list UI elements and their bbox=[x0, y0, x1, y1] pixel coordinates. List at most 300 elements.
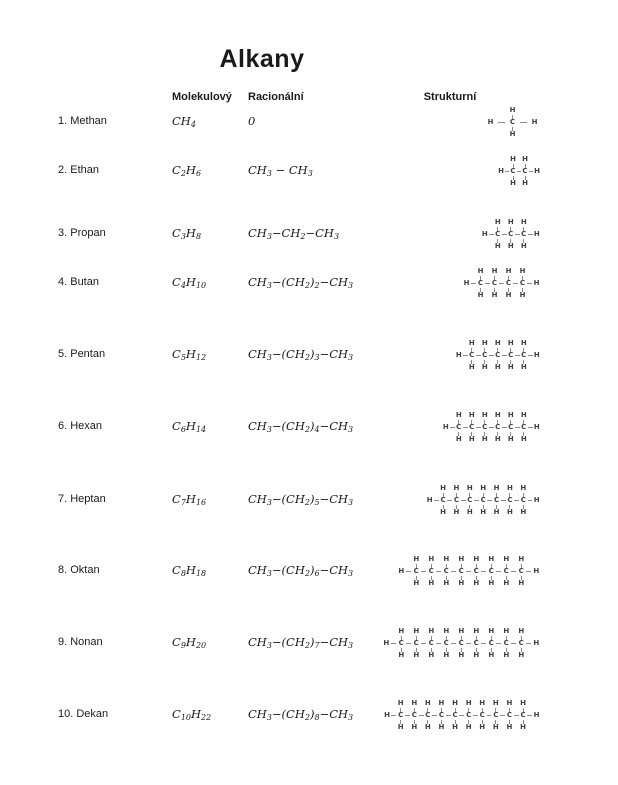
hydrogen-atom: H bbox=[520, 411, 527, 419]
spacer bbox=[486, 700, 493, 707]
molecular-formula: $C_3H_8$ bbox=[172, 226, 202, 241]
carbon-atom: C bbox=[398, 639, 404, 647]
carbon-atom: C bbox=[503, 639, 509, 647]
single-bond bbox=[526, 712, 533, 719]
table-header-row bbox=[0, 91, 618, 103]
single-bond bbox=[513, 497, 520, 504]
hydrogen-atom: H bbox=[480, 508, 487, 516]
hydrogen-atom: H bbox=[458, 555, 465, 563]
hydrogen-atom: H bbox=[428, 555, 435, 563]
spacer bbox=[527, 485, 534, 492]
spacer bbox=[458, 700, 465, 707]
single-bond bbox=[460, 497, 467, 504]
hydrogen-atom: H bbox=[505, 267, 512, 275]
structural-formula bbox=[360, 267, 540, 299]
molecular-formula: $C_7H_{16}$ bbox=[172, 492, 207, 507]
hydrogen-atom: H bbox=[426, 496, 433, 504]
spacer bbox=[473, 485, 480, 492]
spacer bbox=[533, 724, 540, 731]
carbon-atom: C bbox=[473, 567, 479, 575]
alkane-table bbox=[0, 106, 618, 777]
structure-diagram bbox=[383, 628, 541, 659]
spacer bbox=[484, 268, 491, 275]
carbon-atom: C bbox=[508, 351, 514, 359]
spacer bbox=[383, 628, 391, 635]
single-bond bbox=[435, 640, 443, 647]
hydrogen-atom: H bbox=[518, 555, 525, 563]
single-bond bbox=[513, 712, 520, 719]
molecular-formula: $C_5H_{12}$ bbox=[172, 347, 207, 362]
single-bond bbox=[525, 640, 533, 647]
hydrogen-atom: H bbox=[397, 699, 404, 707]
rational-formula: $CH_3-(CH_2)_7-CH_3$ bbox=[248, 635, 354, 650]
spacer bbox=[431, 700, 438, 707]
carbon-atom: C bbox=[508, 230, 514, 238]
single-bond bbox=[435, 568, 443, 575]
carbon-atom: C bbox=[495, 423, 501, 431]
hydrogen-atom: H bbox=[413, 627, 420, 635]
hydrogen-atom: H bbox=[443, 555, 450, 563]
hydrogen-atom: H bbox=[428, 651, 435, 659]
carbon-atom: C bbox=[503, 567, 509, 575]
carbon-atom: C bbox=[480, 496, 486, 504]
hydrogen-atom: H bbox=[458, 651, 465, 659]
spacer bbox=[435, 652, 443, 659]
single-bond bbox=[446, 497, 453, 504]
spacer bbox=[460, 509, 467, 516]
carbon-atom: C bbox=[413, 567, 419, 575]
carbon-atom: C bbox=[508, 423, 514, 431]
spacer bbox=[472, 700, 479, 707]
single-bond bbox=[500, 497, 507, 504]
spacer bbox=[534, 156, 540, 163]
hydrogen-atom: H bbox=[533, 279, 540, 287]
hydrogen-atom: H bbox=[398, 627, 405, 635]
spacer bbox=[390, 724, 397, 731]
spacer bbox=[533, 700, 540, 707]
hydrogen-atom: H bbox=[473, 579, 480, 587]
carbon-atom: C bbox=[469, 351, 475, 359]
hydrogen-atom: H bbox=[424, 699, 431, 707]
hydrogen-atom: H bbox=[477, 291, 484, 299]
spacer bbox=[534, 364, 541, 371]
hydrogen-atom: H bbox=[533, 230, 540, 238]
spacer bbox=[480, 652, 488, 659]
carbon-atom: C bbox=[413, 639, 419, 647]
hydrogen-atom: H bbox=[487, 118, 494, 126]
hydrogen-atom: H bbox=[491, 267, 498, 275]
spacer bbox=[398, 556, 406, 563]
hydrogen-atom: H bbox=[384, 711, 390, 719]
spacer bbox=[480, 628, 488, 635]
spacer bbox=[500, 509, 507, 516]
single-bond bbox=[510, 568, 518, 575]
hydrogen-atom: H bbox=[443, 627, 450, 635]
spacer bbox=[405, 628, 413, 635]
hydrogen-atom: H bbox=[493, 508, 500, 516]
hydrogen-atom: H bbox=[453, 508, 460, 516]
table-row bbox=[0, 218, 618, 272]
spacer bbox=[420, 556, 428, 563]
hydrogen-atom: H bbox=[520, 435, 527, 443]
carbon-atom: C bbox=[428, 639, 434, 647]
spacer bbox=[465, 580, 473, 587]
hydrogen-atom: H bbox=[507, 218, 514, 226]
hydrogen-atom: H bbox=[492, 699, 499, 707]
spacer bbox=[383, 652, 391, 659]
spacer bbox=[433, 509, 440, 516]
single-bond bbox=[473, 497, 480, 504]
hydrogen-atom: H bbox=[519, 267, 526, 275]
spacer bbox=[527, 509, 534, 516]
spacer bbox=[533, 485, 540, 492]
table-row bbox=[0, 484, 618, 560]
carbon-atom: C bbox=[495, 230, 501, 238]
alkane-name: 5. Pentan bbox=[58, 348, 106, 360]
spacer bbox=[512, 292, 519, 299]
spacer bbox=[518, 107, 529, 114]
spacer bbox=[431, 724, 438, 731]
header-rational: Racionální bbox=[248, 91, 304, 103]
carbon-atom: C bbox=[482, 351, 488, 359]
hydrogen-atom: H bbox=[533, 711, 540, 719]
hydrogen-atom: H bbox=[452, 723, 458, 731]
carbon-atom: C bbox=[521, 423, 527, 431]
spacer bbox=[499, 724, 506, 731]
spacer bbox=[450, 556, 458, 563]
single-bond bbox=[495, 640, 503, 647]
spacer bbox=[487, 485, 494, 492]
structure-diagram bbox=[384, 700, 540, 731]
hydrogen-atom: H bbox=[479, 699, 486, 707]
hydrogen-atom: H bbox=[411, 699, 418, 707]
carbon-atom: C bbox=[518, 639, 524, 647]
hydrogen-atom: H bbox=[465, 723, 472, 731]
carbon-atom: C bbox=[495, 351, 501, 359]
carbon-atom: C bbox=[453, 496, 459, 504]
spacer bbox=[435, 580, 443, 587]
spacer bbox=[526, 292, 533, 299]
hydrogen-atom: H bbox=[531, 118, 538, 126]
hydrogen-atom: H bbox=[443, 579, 450, 587]
hydrogen-atom: H bbox=[455, 435, 462, 443]
hydrogen-atom: H bbox=[494, 339, 501, 347]
hydrogen-atom: H bbox=[507, 411, 514, 419]
single-bond bbox=[472, 712, 479, 719]
table-row bbox=[0, 411, 618, 489]
spacer bbox=[465, 556, 473, 563]
hydrogen-atom: H bbox=[507, 242, 514, 250]
hydrogen-atom: H bbox=[488, 651, 495, 659]
hydrogen-atom: H bbox=[383, 639, 390, 647]
spacer bbox=[445, 700, 452, 707]
rational-formula: $CH_3-(CH_2)_8-CH_3$ bbox=[248, 707, 354, 722]
carbon-atom: C bbox=[493, 711, 499, 719]
hydrogen-atom: H bbox=[492, 723, 499, 731]
single-bond bbox=[518, 119, 529, 126]
spacer bbox=[510, 628, 518, 635]
hydrogen-atom: H bbox=[481, 230, 488, 238]
spacer bbox=[405, 580, 413, 587]
spacer bbox=[534, 412, 541, 419]
hydrogen-atom: H bbox=[458, 627, 465, 635]
molecular-formula: $C_4H_{10}$ bbox=[172, 275, 207, 290]
header-molecular: Molekulový bbox=[172, 91, 232, 103]
hydrogen-atom: H bbox=[468, 435, 475, 443]
hydrogen-atom: H bbox=[498, 167, 504, 175]
single-bond bbox=[404, 712, 411, 719]
carbon-atom: C bbox=[520, 496, 526, 504]
spacer bbox=[463, 268, 470, 275]
structural-formula bbox=[360, 155, 540, 187]
hydrogen-atom: H bbox=[465, 699, 472, 707]
hydrogen-atom: H bbox=[455, 411, 462, 419]
spacer bbox=[533, 268, 540, 275]
spacer bbox=[495, 628, 503, 635]
single-bond bbox=[465, 640, 473, 647]
spacer bbox=[533, 556, 541, 563]
hydrogen-atom: H bbox=[507, 435, 514, 443]
rational-formula: $CH_3-(CH_2)_6-CH_3$ bbox=[248, 563, 354, 578]
structure-diagram bbox=[398, 556, 541, 587]
spacer bbox=[510, 652, 518, 659]
spacer bbox=[529, 131, 540, 138]
spacer bbox=[404, 724, 411, 731]
structure-diagram bbox=[426, 485, 540, 516]
hydrogen-atom: H bbox=[473, 627, 480, 635]
hydrogen-atom: H bbox=[463, 279, 470, 287]
hydrogen-atom: H bbox=[458, 579, 465, 587]
structural-formula bbox=[360, 411, 540, 443]
single-bond bbox=[512, 280, 519, 287]
rational-formula: $CH_3-(CH_2)_5-CH_3$ bbox=[248, 492, 354, 507]
carbon-atom: C bbox=[491, 279, 498, 287]
single-bond bbox=[445, 712, 452, 719]
hydrogen-atom: H bbox=[466, 508, 473, 516]
hydrogen-atom: H bbox=[520, 508, 527, 516]
hydrogen-atom: H bbox=[518, 627, 525, 635]
hydrogen-atom: H bbox=[534, 167, 540, 175]
hydrogen-atom: H bbox=[442, 423, 449, 431]
spacer bbox=[496, 131, 507, 138]
alkane-name: 8. Oktan bbox=[58, 564, 100, 576]
carbon-atom: C bbox=[467, 496, 473, 504]
spacer bbox=[450, 580, 458, 587]
spacer bbox=[513, 724, 520, 731]
hydrogen-atom: H bbox=[520, 723, 526, 731]
hydrogen-atom: H bbox=[510, 179, 516, 187]
hydrogen-atom: H bbox=[522, 179, 528, 187]
carbon-atom: C bbox=[469, 423, 475, 431]
carbon-atom: C bbox=[520, 711, 526, 719]
carbon-atom: C bbox=[458, 639, 464, 647]
rational-formula: $CH_3-(CH_2)_2-CH_3$ bbox=[248, 275, 354, 290]
hydrogen-atom: H bbox=[503, 579, 510, 587]
spacer bbox=[445, 724, 452, 731]
single-bond bbox=[405, 640, 413, 647]
spacer bbox=[534, 180, 540, 187]
hydrogen-atom: H bbox=[413, 651, 420, 659]
hydrogen-atom: H bbox=[506, 699, 513, 707]
spacer bbox=[418, 700, 425, 707]
single-bond bbox=[480, 568, 488, 575]
hydrogen-atom: H bbox=[488, 627, 495, 635]
carbon-atom: C bbox=[398, 711, 404, 719]
carbon-atom: C bbox=[505, 279, 512, 287]
single-bond bbox=[420, 568, 428, 575]
alkane-name: 9. Nonan bbox=[58, 636, 103, 648]
spacer bbox=[485, 131, 496, 138]
carbon-atom: C bbox=[507, 496, 513, 504]
hydrogen-atom: H bbox=[494, 242, 501, 250]
hydrogen-atom: H bbox=[503, 651, 510, 659]
spacer bbox=[480, 580, 488, 587]
carbon-atom: C bbox=[510, 167, 516, 175]
table-row bbox=[0, 555, 618, 632]
spacer bbox=[435, 556, 443, 563]
single-bond bbox=[496, 119, 507, 126]
spacer bbox=[420, 652, 428, 659]
structural-formula bbox=[360, 484, 540, 516]
single-bond bbox=[450, 568, 458, 575]
spacer bbox=[510, 556, 518, 563]
single-bond bbox=[418, 712, 425, 719]
spacer bbox=[458, 724, 465, 731]
hydrogen-atom: H bbox=[503, 627, 510, 635]
hydrogen-atom: H bbox=[520, 242, 527, 250]
alkane-name: 4. Butan bbox=[58, 276, 99, 288]
spacer bbox=[433, 485, 440, 492]
hydrogen-atom: H bbox=[413, 555, 420, 563]
single-bond bbox=[458, 712, 465, 719]
single-bond bbox=[480, 640, 488, 647]
hydrogen-atom: H bbox=[510, 155, 516, 163]
hydrogen-atom: H bbox=[488, 555, 495, 563]
spacer bbox=[484, 292, 491, 299]
hydrogen-atom: H bbox=[520, 218, 527, 226]
spacer bbox=[533, 292, 540, 299]
spacer bbox=[533, 580, 541, 587]
rational-formula: $CH_3-CH_2-CH_3$ bbox=[248, 226, 340, 241]
spacer bbox=[487, 509, 494, 516]
single-bond bbox=[470, 280, 477, 287]
spacer bbox=[470, 268, 477, 275]
single-bond bbox=[495, 568, 503, 575]
hydrogen-atom: H bbox=[494, 218, 501, 226]
hydrogen-atom: H bbox=[398, 651, 405, 659]
single-bond bbox=[510, 640, 518, 647]
spacer bbox=[525, 652, 533, 659]
molecular-formula: $CH_4$ bbox=[172, 114, 196, 129]
rational-formula: $CH_3-(CH_2)_4-CH_3$ bbox=[248, 419, 354, 434]
spacer bbox=[390, 628, 398, 635]
hydrogen-atom: H bbox=[452, 699, 458, 707]
carbon-atom: C bbox=[473, 639, 479, 647]
hydrogen-atom: H bbox=[440, 484, 446, 492]
hydrogen-atom: H bbox=[479, 723, 486, 731]
structure-diagram bbox=[485, 107, 540, 138]
single-bond bbox=[405, 568, 413, 575]
header-structural: Strukturní bbox=[423, 91, 477, 103]
spacer bbox=[533, 652, 541, 659]
spacer bbox=[472, 724, 479, 731]
carbon-atom: C bbox=[440, 496, 446, 504]
spacer bbox=[465, 652, 473, 659]
spacer bbox=[390, 652, 398, 659]
spacer bbox=[420, 580, 428, 587]
spacer bbox=[446, 509, 453, 516]
molecular-formula: $C_8H_{18}$ bbox=[172, 563, 207, 578]
hydrogen-atom: H bbox=[509, 106, 516, 114]
spacer bbox=[426, 509, 433, 516]
spacer bbox=[529, 107, 540, 114]
single-bond bbox=[390, 640, 398, 647]
hydrogen-atom: H bbox=[397, 723, 404, 731]
alkane-name: 7. Heptan bbox=[58, 493, 106, 505]
spacer bbox=[533, 628, 541, 635]
spacer bbox=[495, 580, 503, 587]
hydrogen-atom: H bbox=[480, 484, 487, 492]
hydrogen-atom: H bbox=[438, 723, 445, 731]
single-bond bbox=[420, 640, 428, 647]
molecular-formula: $C_6H_{14}$ bbox=[172, 419, 207, 434]
spacer bbox=[384, 700, 391, 707]
rational-formula: $CH_3-(CH_2)_3-CH_3$ bbox=[248, 347, 354, 362]
carbon-atom: C bbox=[428, 567, 434, 575]
hydrogen-atom: H bbox=[413, 579, 420, 587]
carbon-atom: C bbox=[458, 567, 464, 575]
spacer bbox=[513, 700, 520, 707]
spacer bbox=[512, 268, 519, 275]
alkane-name: 2. Ethan bbox=[58, 164, 99, 176]
spacer bbox=[534, 243, 541, 250]
spacer bbox=[518, 131, 529, 138]
spacer bbox=[534, 219, 541, 226]
carbon-atom: C bbox=[477, 279, 484, 287]
spacer bbox=[533, 509, 540, 516]
hydrogen-atom: H bbox=[519, 291, 526, 299]
spacer bbox=[473, 509, 480, 516]
hydrogen-atom: H bbox=[533, 496, 540, 504]
carbon-atom: C bbox=[443, 567, 449, 575]
table-row bbox=[0, 339, 618, 416]
spacer bbox=[525, 628, 533, 635]
hydrogen-atom: H bbox=[466, 484, 473, 492]
structural-formula bbox=[360, 339, 540, 371]
hydrogen-atom: H bbox=[481, 363, 488, 371]
hydrogen-atom: H bbox=[507, 363, 514, 371]
spacer bbox=[534, 340, 541, 347]
hydrogen-atom: H bbox=[533, 351, 540, 359]
single-bond bbox=[431, 712, 438, 719]
spacer bbox=[526, 724, 533, 731]
spacer bbox=[495, 556, 503, 563]
hydrogen-atom: H bbox=[506, 484, 513, 492]
carbon-atom: C bbox=[521, 230, 527, 238]
hydrogen-atom: H bbox=[468, 363, 475, 371]
structure-diagram bbox=[482, 219, 541, 250]
carbon-atom: C bbox=[479, 711, 485, 719]
carbon-atom: C bbox=[509, 118, 516, 126]
spacer bbox=[525, 580, 533, 587]
structural-formula bbox=[360, 218, 540, 250]
table-row bbox=[0, 699, 618, 777]
spacer bbox=[500, 485, 507, 492]
spacer bbox=[495, 652, 503, 659]
hydrogen-atom: H bbox=[481, 435, 488, 443]
spacer bbox=[525, 556, 533, 563]
hydrogen-atom: H bbox=[455, 351, 462, 359]
